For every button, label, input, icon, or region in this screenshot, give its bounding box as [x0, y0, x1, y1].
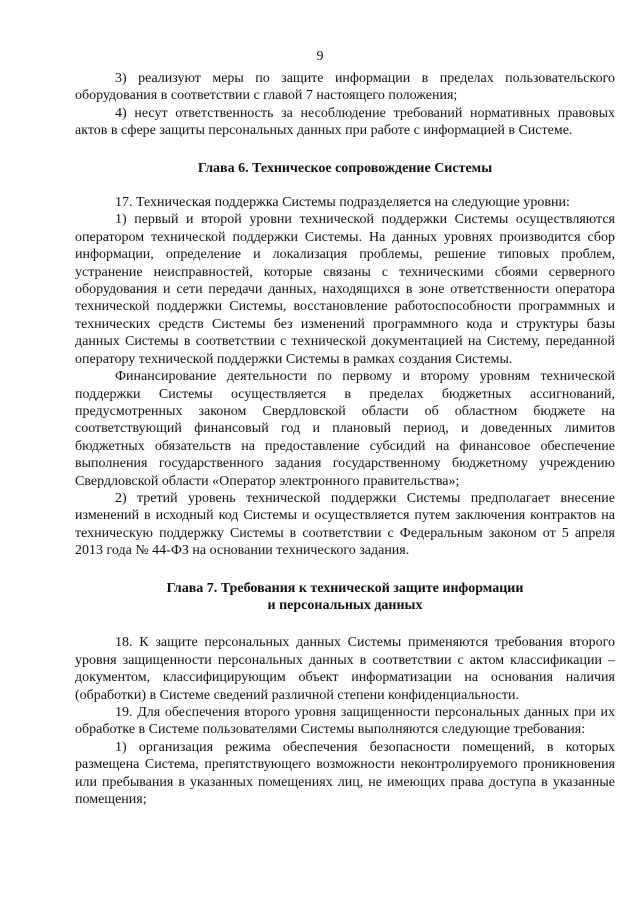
paragraph-17-level-3: 2) третий уровень технической поддержки Системы предполагает внесение изменений в исходный код Системы и осуществляется путем заключения контрактов на техническую поддержку Системы в соответствии с Федеральным законом от 5 апреля 2013 года № 44-ФЗ на основании технического задания. — [75, 490, 615, 559]
chapter-6-heading: Глава 6. Техническое сопровождение Системы — [197, 160, 493, 176]
paragraph-17-level-1: 1) первый и второй уровни технической поддержки Системы осуществляются оператором технической поддержки Системы. На данных уровнях производится сбор информации, определение и локализация проблемы, решение типовых проблем, устранение неисправностей, которые связаны с техническими сбоями серверного оборудования и сети передачи данных, находящихся в зоне ответственности оператора технической поддержки Системы, восстановление работоспособности программных и технических средств Системы без изменений программного кода и структуры базы данных Системы в соответствии с технической документацией на Систему, переданной оператору технической поддержки Системы в рамках создания Системы. — [75, 212, 615, 367]
paragraph-item-3: 3) реализуют меры по защите информации в пределах пользовательского оборудования в соответствии с главой 7 настоящего положения; — [75, 71, 615, 104]
document-body — [75, 70, 615, 808]
chapter-7-heading-line2: и персональных данных — [267, 597, 423, 613]
page-number: 9 — [316, 49, 324, 64]
paragraph-17: 17. Техническая поддержка Системы подразделяется на следующие уровни: — [115, 195, 570, 211]
paragraph-19: 19. Для обеспечения второго уровня защищенности персональных данных при их обработке в Системе пользователями Системы выполняются следующие требования: — [75, 705, 615, 738]
paragraph-financing: Финансирование деятельности по первому и второму уровням технической поддержки Системы осуществляется в пределах бюджетных ассигнований, предусмотренных законом Свердловской области об областном бюджете на соответствующий финансовый год и плановый период, и доведенных лимитов бюджетных обязательств на предоставление субсидий на финансовое обеспечение выполнения государственного задания государственному бюджетному учреждению Свердловской области «Оператор электронного правительства»; — [75, 369, 615, 489]
paragraph-18: 18. К защите персональных данных Системы применяются требования второго уровня защищенности персональных данных в соответствии с актом классификации – документом, классифицирующим объект информатизации на основания наличия (обработки) в Системе сведений различной степени конфиденциальности. — [75, 635, 615, 703]
paragraph-19-item-1: 1) организация режима обеспечения безопасности помещений, в которых размещена Система, препятствующего возможности неконтролируемого проникновения или пребывания в указанных помещениях лиц, не имеющих права доступа в указанные помещения; — [75, 739, 615, 808]
paragraph-item-4: 4) несут ответственность за несоблюдение требований нормативных правовых актов в сфере защиты персональных данных при работе с информацией в Системе. — [75, 105, 615, 139]
chapter-7-heading — [75, 580, 615, 615]
chapter-7-heading-line1: Глава 7. Требования к технической защите информации — [166, 580, 524, 596]
